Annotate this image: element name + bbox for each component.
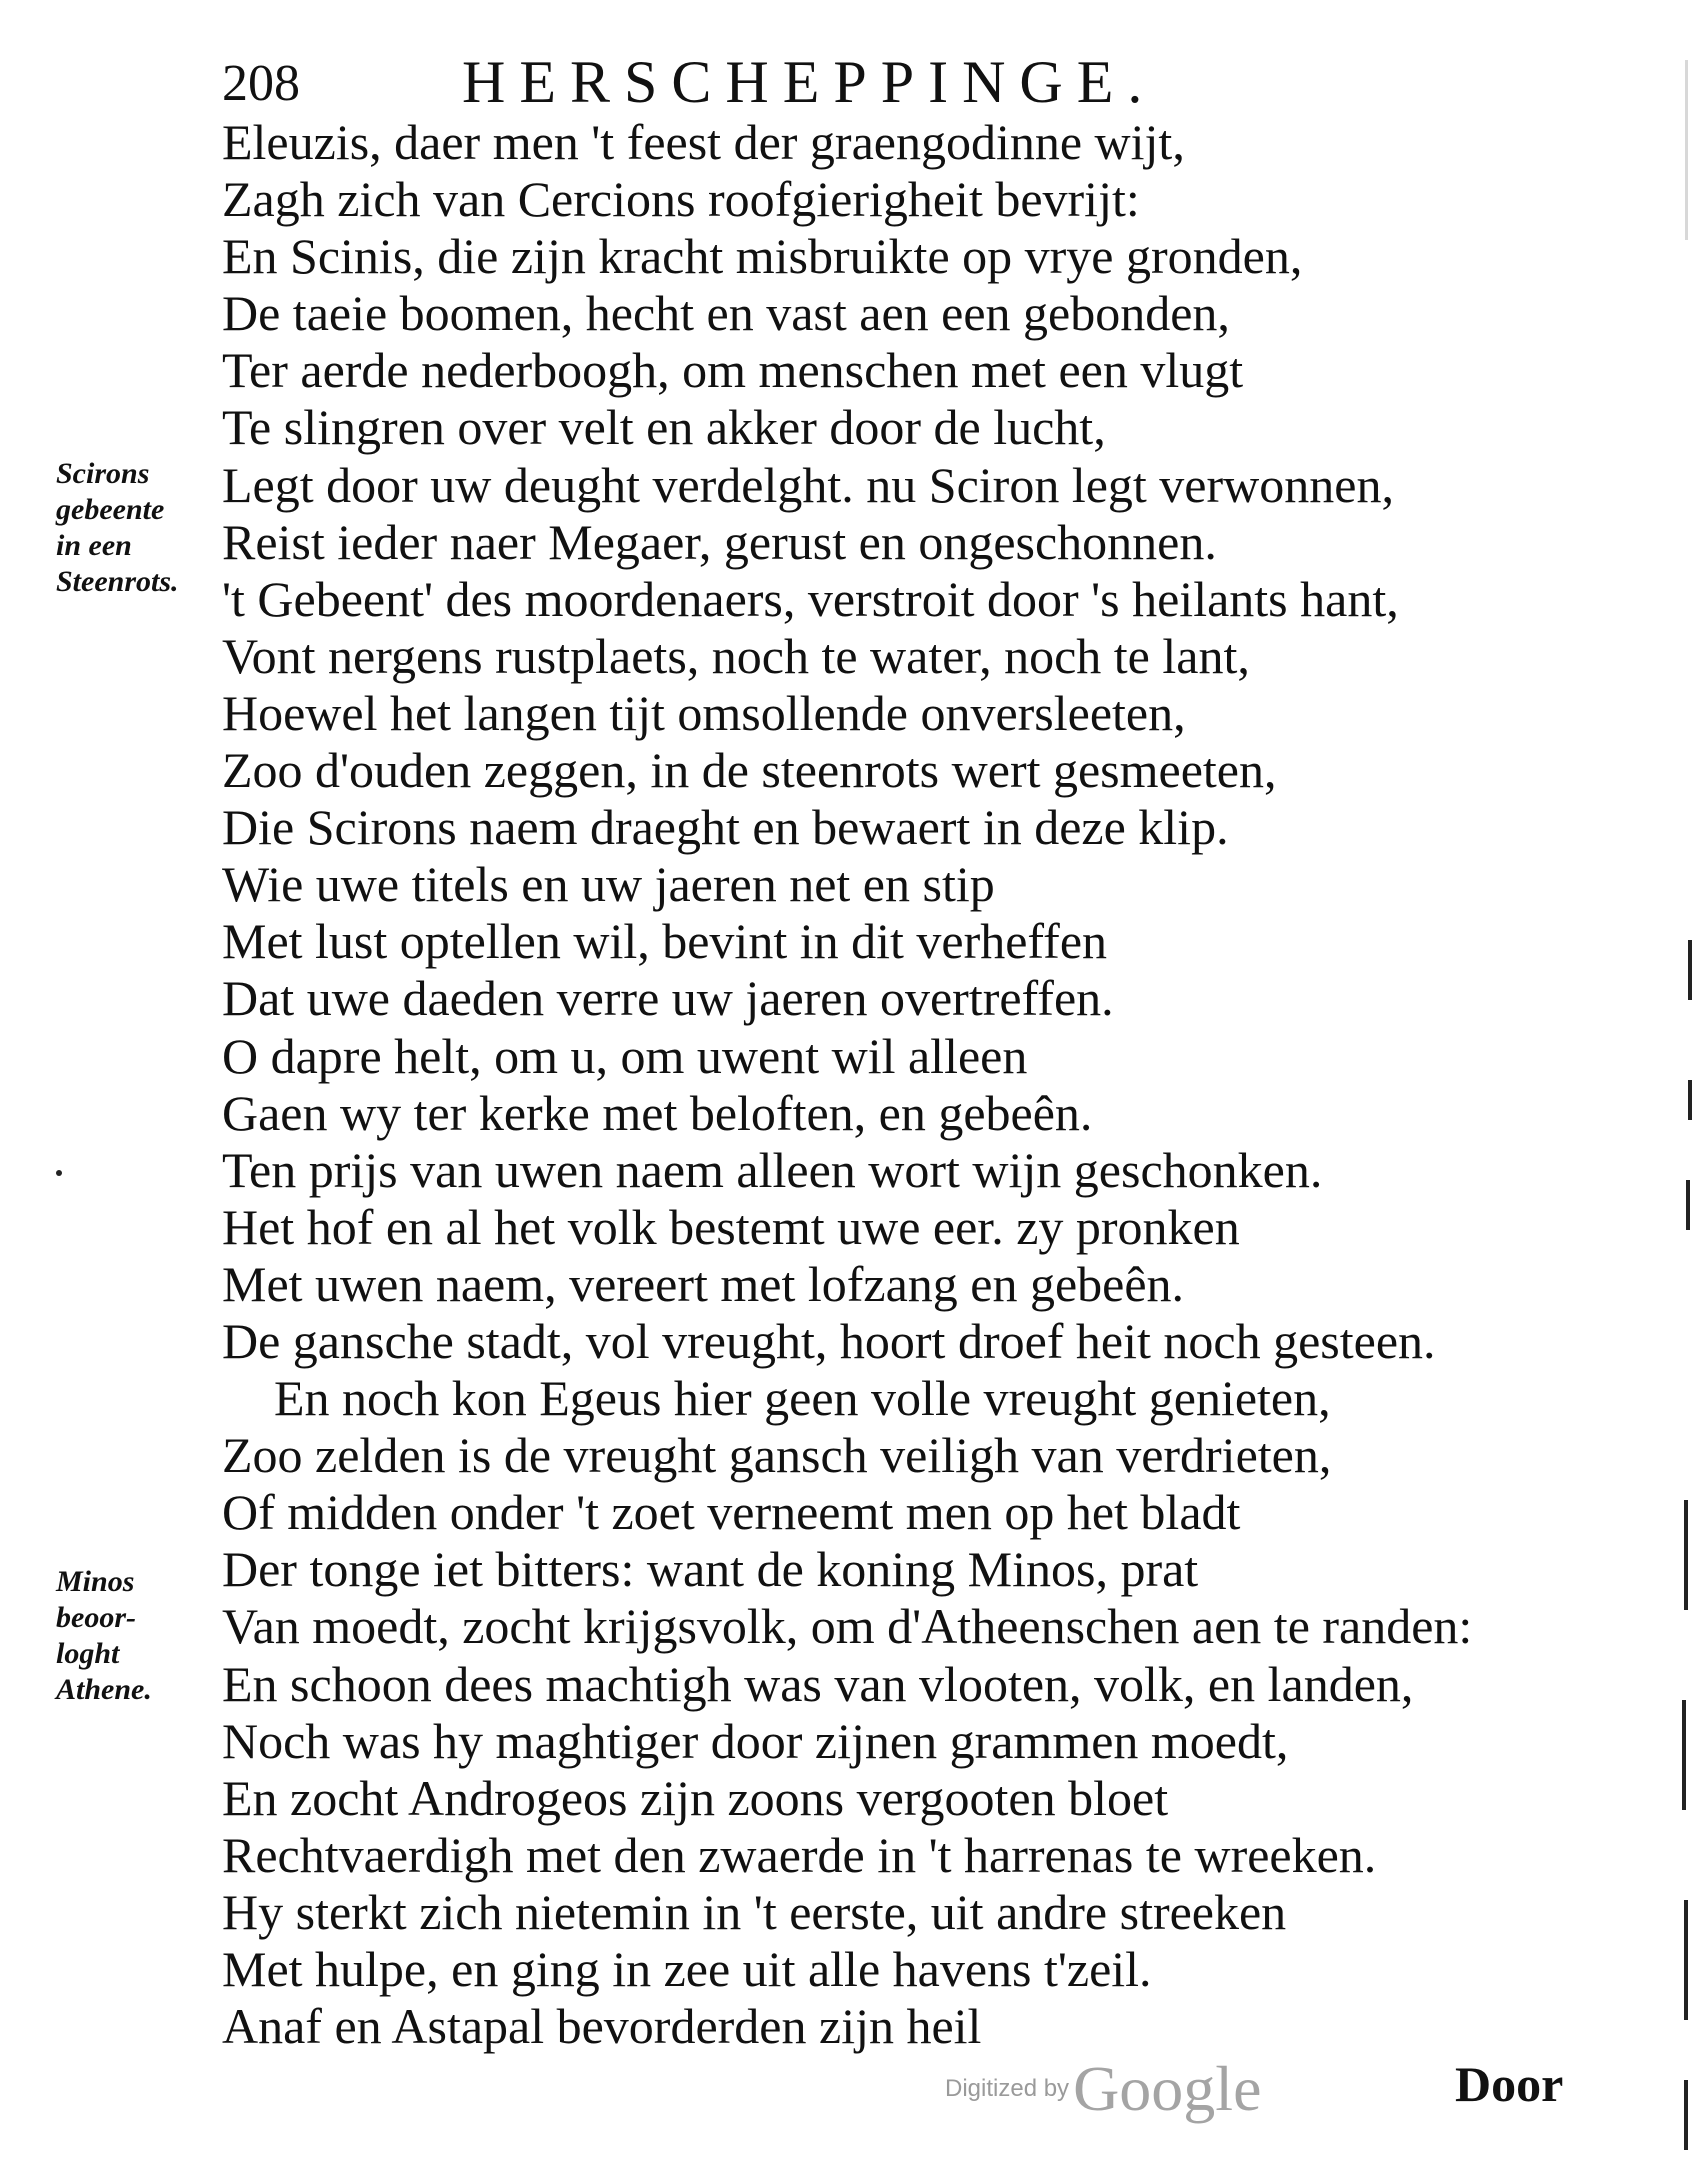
poem-line: Hy sterkt zich nietemin in 't eerste, uit andre streeken (222, 1883, 1287, 1940)
poem-line: Hoewel het langen tijt omsollende onversleeten, (222, 684, 1186, 741)
poem-line: O dapre helt, om u, om uwent wil alleen (222, 1027, 1028, 1084)
poem-line: Met uwen naem, vereert met lofzang en gebeên. (222, 1255, 1185, 1312)
margin-note-line: Steenrots. (56, 565, 179, 598)
poem-line: Of midden onder 't zoet verneemt men op het bladt (222, 1484, 1241, 1541)
poem-line: 't Gebeent' des moordenaers, verstroit door 's heilants hant, (222, 570, 1399, 627)
poem-line: Met hulpe, en ging in zee uit alle havens t'zeil. (222, 1941, 1152, 1997)
digitized-watermark (945, 2052, 1261, 2126)
scan-edge-mark (1688, 1080, 1692, 1120)
margin-note-line: Athene. (56, 1673, 152, 1706)
poem-line: Rechtvaerdigh met den zwaerde in 't harrenas te wreeken. (222, 1826, 1377, 1883)
poem-line: Van moedt, zocht krijgsvolk, om d'Atheenschen aen te randen: (222, 1598, 1473, 1655)
margin-note-line: Scirons (56, 457, 150, 490)
poem-line: En schoon dees machtigh was van vlooten, volk, en landen, (222, 1655, 1414, 1712)
poem-line: Vont nergens rustplaets, noch te water, noch te lant, (222, 627, 1250, 684)
page-header (222, 48, 1362, 118)
scan-edge-mark (1684, 2080, 1688, 2150)
poem-line: Dat uwe daeden verre uw jaeren overtreffen. (222, 970, 1114, 1027)
ink-dot (56, 1170, 62, 1176)
poem-text (222, 114, 1602, 2055)
poem-line: Ter aerde nederboogh, om menschen met een vlugt (222, 342, 1244, 399)
poem-line: Met lust optellen wil, bevint in dit verheffen (222, 913, 1108, 970)
poem-line: Gaen wy ter kerke met beloften, en gebeên. (222, 1084, 1093, 1141)
scan-edge-mark (1686, 1180, 1690, 1230)
poem-line: Anaf en Astapal bevorderden zijn heil (222, 1998, 982, 2055)
poem-line: En Scinis, die zijn kracht misbruikte op vrye gronden, (222, 228, 1303, 285)
poem-line-indented: En noch kon Egeus hier geen volle vreught genieten, (274, 1370, 1331, 1427)
page-number: 208 (222, 55, 300, 112)
scan-edge-mark (1684, 1900, 1688, 2020)
google-logo: Google (1073, 2053, 1262, 2124)
poem-line: Het hof en al het volk bestemt uwe eer. zy pronken (222, 1198, 1240, 1255)
poem-line: Wie uwe titels en uw jaeren net en stip (222, 856, 995, 913)
catchword: Door (1455, 2056, 1564, 2112)
scan-edge-mark (1688, 940, 1692, 1000)
poem-line: De gansche stadt, vol vreught, hoort droef heit noch gesteen. (222, 1312, 1436, 1369)
poem-line: Zagh zich van Cercions roofgierigheit bevrijt: (222, 171, 1140, 228)
scan-edge-mark (1685, 60, 1688, 240)
poem-line: Legt door uw deught verdelght. nu Sciron legt verwonnen, (222, 456, 1394, 513)
margin-note-line: beoor- (56, 1601, 136, 1634)
poem-line: De taeie boomen, hecht en vast aen een gebonden, (222, 285, 1230, 342)
margin-note-sciron (56, 456, 179, 600)
scan-edge-mark (1682, 1700, 1686, 1810)
margin-note-minos (56, 1564, 152, 1708)
watermark-prefix: Digitized by (945, 2075, 1070, 2102)
margin-note-line: gebeente (56, 493, 165, 526)
margin-note-line: in een (56, 529, 132, 562)
scan-edge-mark (1684, 1500, 1688, 1610)
poem-line: Zoo zelden is de vreught gansch veiligh van verdrieten, (222, 1427, 1332, 1484)
poem-line: Reist ieder naer Megaer, gerust en ongeschonnen. (222, 513, 1217, 570)
poem-line: Die Scirons naem draeght en bewaert in deze klip. (222, 799, 1229, 856)
poem-line: Zoo d'ouden zeggen, in de steenrots wert gesmeeten, (222, 742, 1277, 799)
poem-line: Ten prijs van uwen naem alleen wort wijn geschonken. (222, 1141, 1323, 1198)
running-title: HERSCHEPPINGE. (462, 49, 1157, 115)
poem-line: Te slingren over velt en akker door de lucht, (222, 399, 1106, 456)
poem-line: Eleuzis, daer men 't feest der graengodinne wijt, (222, 114, 1185, 170)
poem-line: En zocht Androgeos zijn zoons vergooten bloet (222, 1769, 1169, 1826)
poem-line: Der tonge iet bitters: want de koning Minos, prat (222, 1541, 1199, 1598)
margin-note-line: Minos (56, 1565, 135, 1598)
margin-note-line: loght (56, 1637, 120, 1670)
poem-line: Noch was hy maghtiger door zijnen grammen moedt, (222, 1712, 1289, 1769)
